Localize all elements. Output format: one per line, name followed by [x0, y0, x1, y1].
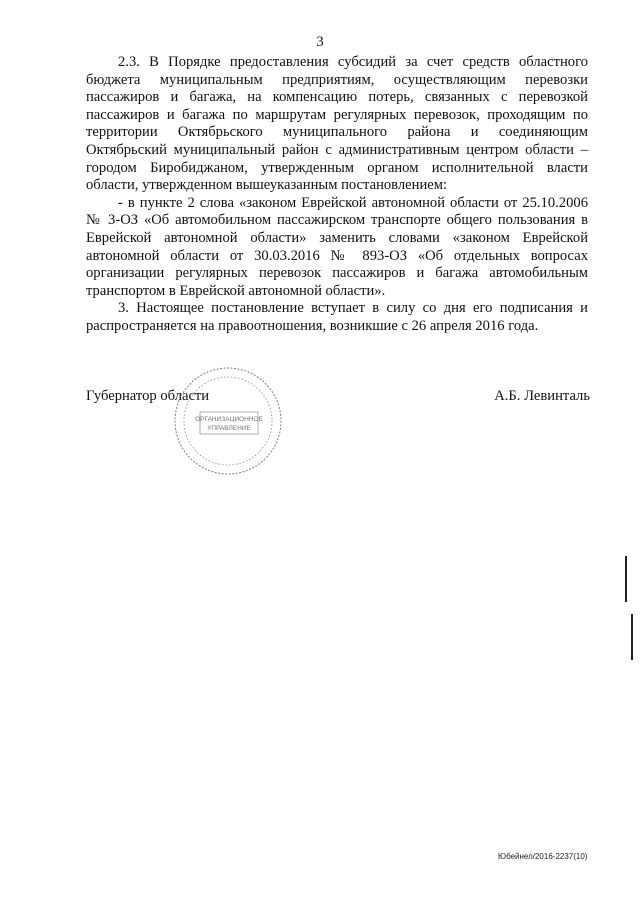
paragraph-point-2-amendment: - в пункте 2 слова «законом Еврейской автономной области от 25.10.2006 № 3-ОЗ «Об автомобильном пассажирском транспорте общего пользования в Еврейской автономной области» заменить словами «законом Еврейской автономной области от 30.03.2016 № 893-ОЗ «Об отдельных вопросах организации регулярных перевозок пассажиров и багажа автомобильным транспортом в Еврейской автономной области». — [86, 194, 588, 299]
paragraph-2-3: 2.3. В Порядке предоставления субсидий за счет средств областного бюджета муниципальным предприятиям, осуществляющим перевозки пассажиров и багажа, на компенсацию потерь, связанных с перевозкой пассажиров и багажа по маршрутам регулярных перевозок, проходящим по территории Октябрьского муниципального района и соединяющим Октябрьский муниципальный район с административным центром области – городом Биробиджаном, утвержденным органом исполнительной власти области, утвержденном вышеуказанным постановлением: — [86, 54, 588, 194]
signatory-title: Губернатор области — [86, 388, 210, 404]
signatory-name: А.Б. Левинталь — [494, 388, 590, 404]
scan-edge-mark — [625, 556, 627, 602]
stamp-line-1: ОРГАНИЗАЦИОННОЕ — [195, 416, 263, 423]
document-body — [86, 54, 588, 336]
stamp-line-2: УПРАВЛЕНИЕ — [207, 425, 251, 432]
footer-document-code: Юбейнел/2016-2237(10) — [498, 852, 588, 861]
official-stamp — [172, 365, 284, 477]
page-number: 3 — [316, 34, 324, 50]
paragraph-3-effective-date: 3. Настоящее постановление вступает в силу со дня его подписания и распространяется на правоотношения, возникшие с 26 апреля 2016 года. — [86, 300, 588, 334]
scan-edge-mark — [631, 614, 633, 660]
